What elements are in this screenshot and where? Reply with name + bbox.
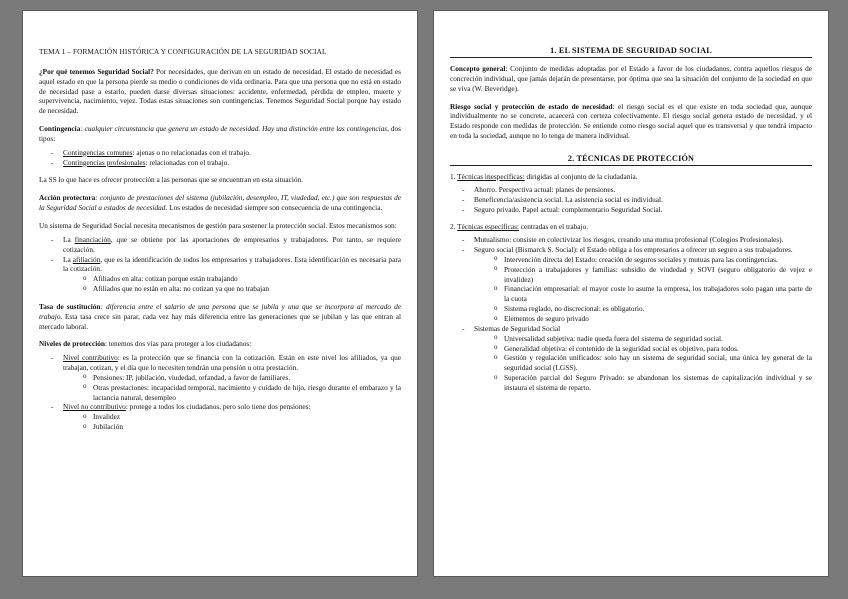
document-page-left — [22, 10, 418, 577]
sublist-item: o Gestión y regulación unificados: solo hay un sistema de seguridad social, una única ley general de la seguridad social (LGSS). — [474, 353, 812, 373]
no-contributivo-sublist — [63, 412, 401, 432]
list-item — [39, 235, 401, 255]
list-item — [39, 255, 401, 294]
section-title-1: 1. EL SISTEMA DE SEGURIDAD SOCIAL — [450, 45, 812, 58]
item-term: financiación — [74, 234, 111, 244]
item-term: Nivel contributivo — [63, 353, 118, 363]
especificas-list — [450, 235, 812, 393]
contingencia-definition: : cualquier circunstancia que genera un estado de necesidad. Hay una distinción entre las contingencias — [80, 124, 388, 134]
paragraph-contingencia — [39, 124, 401, 144]
tecnicas-number: 2. — [450, 222, 458, 232]
tecnicas-number: 1. — [450, 172, 458, 182]
niveles-list — [39, 353, 401, 432]
paragraph-tasa-sustitucion — [39, 302, 401, 332]
sublist-item: o Sistema reglado, no discrecional: es obligatorio. — [474, 304, 812, 314]
item-text: , que se obtiene por las aportaciones de empresarios y trabajadores. Por tanto, se requiere cotización. — [63, 234, 401, 254]
item-text: : protege a todos los ciudadanos, pero solo tiene dos pensiones: — [125, 402, 311, 412]
tasa-term: Tasa de sustitución — [39, 301, 101, 311]
list-item: - Beneficencia/asistencia social. La asistencia social es individual. — [450, 195, 812, 205]
item-term: Contingencias profesionales — [63, 157, 146, 167]
sublist-item: o Protección a trabajadores y familias: subsidio de viudedad y SOVI (seguro obligatorio de vejez e invalidez) — [474, 265, 812, 285]
item-text: : ajenas o no relacionadas con el trabajo. — [132, 147, 251, 157]
riesgo-text: : el riesgo social es el que existe en toda sociedad que, aunque individualmente no se concrete, acaecerá con certeza colectivamente. El riesgo social genera estado de necesidad, y el Estado responde con medidas de protección. Se entiende como riesgo social aquel que es transversal y que tendrá impacto en toda la sociedad, aunque no lo tenga de manera individual. — [450, 101, 812, 141]
sistemas-sublist — [474, 334, 812, 393]
list-item — [39, 148, 401, 158]
inespecificas-list — [450, 185, 812, 215]
tasa-tail: Esta tasa crece sin parar, cada vez hay más diferencia entre las generaciones que se jubilan y las que entran al mercado laboral. — [39, 311, 401, 331]
item-term: Contingencias comunes — [63, 147, 133, 157]
contributivo-sublist — [63, 373, 401, 403]
tecnicas-term: Técnicas específicas: — [457, 222, 519, 232]
item-text: , que es la identificación de todos los empresarios y trabajadores. Esta identificación es necesaria para la cotización. — [63, 254, 401, 274]
riesgo-term: Riesgo social y protección de estado de necesidad — [450, 101, 613, 111]
item-text: : es la protección que se financia con la cotización. Están en este nivel los afiliados, ya que trabajan, cotizan, y el día que lo necesiten tendrán una pensión u otra prestación. — [63, 353, 401, 373]
concepto-term: Concepto general — [450, 64, 506, 74]
sublist-item: o Jubilación — [63, 422, 401, 432]
accion-definition: : conjunto de prestaciones del sistema (jubilación, desempleo, IT, viudedad, etc.) que son respuestas de la Seguridad Social a estados de necesidad. — [39, 193, 401, 213]
contingencia-term: Contingencia — [39, 124, 81, 134]
paragraph-niveles — [39, 339, 401, 349]
item-text: Seguro social (Bismarck S. Social): el Estado obliga a los empresarios a ofrecer un seguro a sus trabajadores. — [474, 245, 793, 255]
paragraph-riesgo-social — [450, 102, 812, 141]
list-item — [450, 324, 812, 393]
list-item — [39, 402, 401, 432]
contingencia-tail: , dos tipos: — [39, 124, 401, 143]
paragraph-why-social-security — [39, 67, 401, 116]
tecnicas-text: centradas en el trabajo. — [518, 222, 589, 232]
niveles-term: Niveles de protección — [39, 339, 105, 349]
item-text: Sistemas de Seguridad Social — [474, 323, 561, 333]
paragraph-tecnicas-inespecificas — [450, 172, 812, 182]
seguro-social-sublist — [474, 255, 812, 324]
list-item: - Mutualismo: consiste en colectivizar los riesgos, creando una mutua profesional (Colegios Profesionales). — [450, 235, 812, 245]
document-page-right — [433, 10, 829, 577]
sublist-item: o Superación parcial del Seguro Privado: se abandonan los sistemas de capitalización individual y se instaura el sistema de reparto. — [474, 373, 812, 393]
paragraph-sistema: Un sistema de Seguridad Social necesita mecanismos de gestión para sostener la protección social. Estos mecanismos son: — [39, 220, 397, 230]
mecanismos-list — [39, 235, 401, 294]
list-item — [39, 158, 401, 168]
list-item: - Ahorro. Perspectiva actual: planes de pensiones. — [450, 185, 812, 195]
tecnicas-term: Técnicas inespecíficas: — [457, 172, 525, 182]
sublist-item: o Pensiones: IP, jubilación, viudedad, orfandad, a favor de familiares. — [63, 373, 401, 383]
list-item — [39, 353, 401, 402]
item-text: : relacionadas con el trabajo. — [145, 157, 230, 167]
concepto-text: : Conjunto de medidas adoptadas por el Estado a favor de los ciudadanos, contra aquellos riesgos de concreción individual, que jamás dejarán de presentarse, por óptima que sea la situación del conjunto de la sociedad en que se viva (W. Beveridge). — [450, 64, 813, 93]
item-prefix: La — [63, 234, 75, 244]
sublist-item: o Intervención directa del Estado: creación de seguros sociales y mutuas para las contingencias. — [474, 255, 812, 265]
niveles-tail: : tenemos dos vías para proteger a los ciudadanos: — [104, 339, 252, 349]
sublist-item: o Otras prestaciones: incapacidad temporal, nacimiento y cuidado de hijo, riesgo durante el embarazo y la lactancia natural, desempleo — [63, 383, 401, 403]
paragraph-tecnicas-especificas — [450, 222, 812, 232]
sublist-item: o Generalidad objetiva: el contenido de la seguridad social es objetivo, para todos. — [474, 344, 812, 354]
sublist-item: o Elementos de seguro privado — [474, 314, 812, 324]
contingencia-list — [39, 148, 401, 168]
afiliacion-sublist — [63, 274, 401, 294]
question-bold: ¿Por qué tenemos Seguridad Social? — [39, 66, 154, 76]
item-prefix: La — [63, 254, 73, 264]
sublist-item: o Afiliados que no están en alta: no cotizan ya que no trabajan — [63, 284, 401, 294]
paragraph-ss: La SS lo que hace es ofrecer protección a las personas que se encuentran en esta situación. — [39, 175, 303, 185]
document-title: TEMA 1 – FORMACIÓN HISTÓRICA Y CONFIGURACIÓN DE LA SEGURIDAD SOCIAL — [39, 47, 327, 56]
question-text: Por necesidades, que derivan en un estado de necesidad. El estado de necesidad es aquel estado en que la persona pierde su medio o condiciones de vida ordinaria. Para que una persona que no está en estado de necesidad pase a estarlo, pueden darse diversas situaciones: accidente, enfermedad, pérdida de empleo, muerte y supervivencia, nacimiento, vejez. Todas estas situaciones son contingencias. Tenemos Seguridad Social porque hay estado de necesidad. — [39, 66, 401, 116]
item-term: afiliación — [72, 254, 101, 264]
accion-term: Acción protectora — [39, 193, 96, 203]
item-term: Nivel no contributivo — [63, 402, 126, 412]
sublist-item: o Afiliados en alta: cotizan porque están trabajando — [63, 274, 401, 284]
paragraph-concepto-general — [450, 64, 812, 94]
accion-tail: Los estados de necesidad siempre son consecuencia de una contingencia. — [167, 203, 383, 213]
paragraph-accion-protectora — [39, 193, 401, 213]
sublist-item: o Universalidad subjetiva: nadie queda fuera del sistema de seguridad social. — [474, 334, 812, 344]
list-item: - Seguro privado. Papel actual: complementario Seguridad Social. — [450, 205, 812, 215]
tecnicas-text: dirigidas al conjunto de la ciudadanía. — [524, 172, 638, 182]
sublist-item: o Invalidez — [63, 412, 401, 422]
section-title-2: 2. TÉCNICAS DE PROTECCIÓN — [450, 153, 812, 166]
sublist-item: o Financiación empresarial: el mayor coste lo asume la empresa, los trabajadores solo pagan una parte de la cuota — [474, 284, 812, 304]
tasa-definition: : diferencia entre el salario de una persona que se jubila y una que se incorpora al mercado de trabajo. — [39, 301, 401, 321]
list-item — [450, 245, 812, 324]
